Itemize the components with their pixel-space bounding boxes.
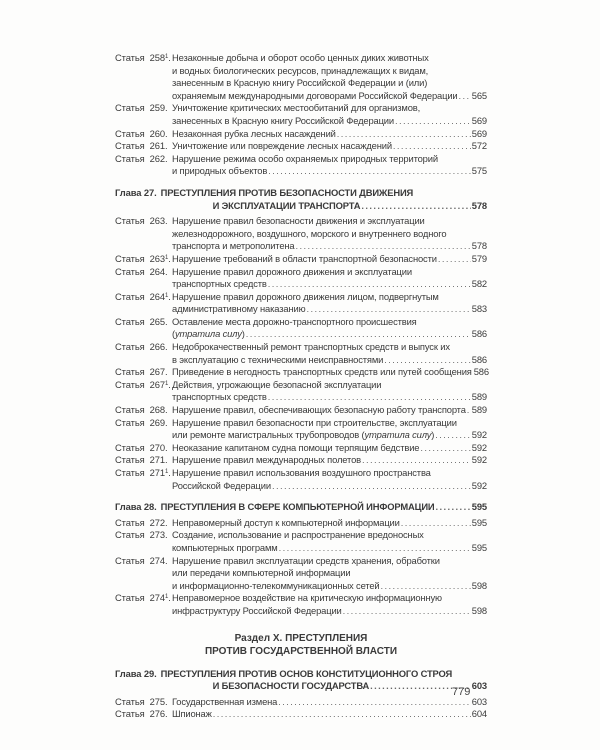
dot-leader: [268, 165, 471, 178]
dot-leader: [381, 580, 471, 593]
section-heading: [115, 632, 487, 658]
entry-title-text: в эксплуатацию с техническими неисправностями: [172, 353, 384, 365]
toc-article[interactable]: [115, 467, 487, 492]
entry-title-text: (утратила силу): [172, 328, 245, 340]
entry-line: [172, 153, 487, 166]
entry-line: [172, 555, 487, 568]
entry-title-text: Нарушение правил использования воздушного пространства: [172, 467, 431, 478]
entry-body: [161, 501, 487, 514]
dot-leader: [438, 253, 471, 266]
entry-line: [172, 215, 487, 228]
superscript: 1: [164, 594, 169, 601]
page-ref[interactable]: 565: [471, 89, 487, 101]
page-ref[interactable]: 592: [471, 454, 487, 466]
page-ref[interactable]: 582: [471, 278, 487, 290]
entry-line: [172, 517, 487, 530]
entry-title-text: и природных объектов: [172, 165, 268, 177]
chapter-label: Глава 27.: [115, 186, 157, 198]
entry-body: [172, 555, 487, 593]
entry-line: [172, 341, 487, 354]
dot-leader: [436, 501, 471, 514]
entry-title-text: Приведение в негодность транспортных средств или путей сообщения: [172, 366, 472, 378]
page-ref[interactable]: 575: [471, 165, 487, 177]
superscript: 1: [164, 469, 169, 475]
entry-line: [172, 165, 487, 178]
entry-line: [172, 102, 487, 115]
page-ref[interactable]: 592: [471, 479, 487, 491]
entry-body: [172, 128, 487, 141]
page-ref[interactable]: 595: [471, 541, 487, 553]
entry-title-text: ПРЕСТУПЛЕНИЯ ПРОТИВ ОСНОВ КОНСТИТУЦИОННОГО СТРОЯ: [160, 667, 453, 679]
entry-line: [172, 77, 487, 90]
entry-line: [172, 454, 487, 467]
entry-body: [172, 529, 487, 554]
entry-body: [172, 153, 487, 178]
article-label: Статья 266.: [115, 341, 168, 353]
page-ref[interactable]: 589: [471, 391, 487, 403]
page-ref[interactable]: 583: [471, 303, 487, 315]
toc-chapter[interactable]: [115, 668, 487, 693]
toc-article[interactable]: [115, 341, 487, 366]
toc-article[interactable]: [115, 102, 487, 127]
entry-line: [172, 303, 487, 316]
entry-body: [172, 417, 487, 442]
entry-line: [161, 668, 487, 681]
entry-line: [172, 65, 487, 78]
toc-article[interactable]: [115, 404, 487, 417]
entry-title-text: транспортных средств: [172, 278, 267, 290]
entry-body: [172, 708, 487, 721]
dot-leader: [393, 140, 471, 153]
article-label: Статья 262.: [115, 152, 168, 164]
entry-line: [172, 379, 487, 392]
entry-body: [172, 442, 487, 455]
toc-article[interactable]: [115, 442, 487, 455]
section-heading-line: Раздел X. ПРЕСТУПЛЕНИЯ: [234, 632, 368, 644]
entry-title-text: Незаконные добыча и оборот особо ценных диких животных: [172, 52, 429, 63]
entry-title-text: занесенных в Красную книгу Российской Федерации: [172, 114, 394, 126]
entry-line: [172, 366, 487, 379]
dot-leader: [268, 391, 471, 404]
entry-body: [172, 366, 487, 379]
entry-title-text: Нарушение правил дорожного движения и эксплуатации: [172, 265, 412, 277]
page-ref[interactable]: 598: [471, 604, 487, 616]
dot-leader: [395, 115, 471, 128]
entry-title-text: И БЕЗОПАСНОСТИ ГОСУДАРСТВА: [212, 680, 370, 692]
entry-title-text: Незаконная рубка лесных насаждений: [172, 127, 336, 139]
page-ref[interactable]: 598: [471, 579, 487, 591]
page-ref[interactable]: 592: [471, 441, 487, 453]
entry-body: [172, 341, 487, 366]
dot-leader: [246, 328, 471, 341]
toc-article[interactable]: [115, 696, 487, 709]
entry-line: [172, 442, 487, 455]
dot-leader: [296, 240, 471, 253]
entry-line: [172, 240, 487, 253]
entry-line: [172, 708, 487, 721]
article-label: Статья $267^1$.: [115, 378, 171, 390]
entry-line: [161, 501, 487, 514]
entry-body: [172, 517, 487, 530]
article-label: Статья $274^1$.: [115, 592, 171, 604]
entry-title-text: Нарушение правил безопасности при строительстве, эксплуатации: [172, 416, 457, 428]
entry-title-text: компьютерных программ: [172, 541, 278, 553]
toc-article[interactable]: [115, 291, 487, 316]
entry-title-text: охраняемым международными договорами Российской Федерации: [172, 89, 458, 101]
entry-body: [161, 668, 487, 693]
article-label: Статья $264^1$.: [115, 290, 171, 302]
entry-body: [172, 215, 487, 253]
entry-title-text: Нарушение требований в области транспортной безопасности: [172, 252, 437, 264]
page-ref[interactable]: 586: [471, 353, 487, 365]
toc-article[interactable]: [115, 253, 487, 266]
entry-title-text: занесенным в Красную книгу Российской Федерации и (или): [172, 77, 428, 89]
dot-leader: [268, 278, 471, 291]
entry-body: [161, 187, 487, 212]
article-label: Статья $263^1$.: [115, 252, 171, 264]
entry-title-text: Неоказание капитаном судна помощи терпящим бедствие: [172, 441, 420, 453]
superscript: 1: [164, 54, 169, 60]
page-ref[interactable]: 604: [471, 708, 487, 720]
entry-body: [172, 316, 487, 341]
entry-line: [172, 696, 487, 709]
entry-body: [172, 404, 487, 417]
entry-title-text: Недоброкачественный ремонт транспортных средств и выпуск их: [172, 341, 450, 353]
article-label: Статья $271^1$.: [115, 467, 171, 478]
entry-title-text: Создание, использование и распространение вредоносных: [172, 529, 424, 541]
article-label: Статья 271.: [115, 454, 168, 466]
dot-leader: [459, 90, 471, 103]
entry-title-text: и информационно-телекоммуникационных сетей: [172, 579, 380, 591]
entry-body: [172, 454, 487, 467]
entry-line: [172, 404, 487, 417]
entry-title-text: Нарушение правил безопасности движения и эксплуатации: [172, 215, 425, 227]
article-label: Статья $258^1$.: [115, 52, 171, 63]
entry-body: [172, 592, 487, 617]
entry-body: [172, 140, 487, 153]
table-of-contents: [115, 52, 487, 721]
page-ref[interactable]: 569: [471, 127, 487, 139]
dot-leader: [213, 708, 471, 721]
article-label: Статья 267.: [115, 366, 168, 378]
page-ref[interactable]: 603: [471, 680, 487, 692]
toc-article[interactable]: [115, 266, 487, 291]
entry-line: [172, 228, 487, 241]
entry-line: [161, 680, 487, 693]
entry-title-text: железнодорожного, воздушного, морского и внутреннего водного: [172, 227, 447, 239]
entry-title-text: Нарушение правил дорожного движения лицом, подвергнутым: [172, 290, 439, 302]
entry-line: [172, 253, 487, 266]
entry-line: [172, 316, 487, 329]
page-ref[interactable]: 572: [471, 140, 487, 152]
chapter-label: Глава 29.: [115, 667, 157, 679]
dot-leader: [306, 303, 470, 316]
entry-title-text: транспорта и метрополитена: [172, 240, 295, 252]
dot-leader: [361, 200, 470, 213]
entry-line: [172, 291, 487, 304]
dot-leader: [337, 128, 471, 141]
entry-line: [172, 580, 487, 593]
entry-title-text: Государственная измена: [172, 695, 278, 707]
entry-line: [172, 328, 487, 341]
entry-body: [172, 102, 487, 127]
toc-article[interactable]: [115, 153, 487, 178]
entry-line: [172, 391, 487, 404]
entry-title-text: Нарушение режима особо охраняемых природных территорий: [172, 152, 438, 164]
entry-line: [172, 52, 487, 65]
entry-line: [172, 429, 487, 442]
page-ref[interactable]: 586: [473, 366, 489, 378]
entry-title-text: Уничтожение критических местообитаний для организмов,: [172, 102, 421, 114]
dot-leader: [420, 442, 470, 455]
entry-title-text: Неправомерный доступ к компьютерной информации: [172, 516, 400, 528]
article-label: Статья 265.: [115, 315, 168, 327]
dot-leader: [435, 429, 471, 442]
toc-article[interactable]: [115, 379, 487, 404]
toc-article[interactable]: [115, 366, 487, 379]
section-heading-line: ПРОТИВ ГОСУДАРСТВЕННОЙ ВЛАСТИ: [204, 645, 398, 657]
entry-line: [172, 592, 487, 605]
entry-title-text: Российской Федерации: [172, 479, 271, 491]
entry-line: [172, 480, 487, 493]
article-label: Статья 274.: [115, 554, 168, 566]
entry-line: [172, 266, 487, 279]
toc-chapter[interactable]: [115, 501, 487, 514]
entry-title-text: административному наказанию: [172, 303, 306, 315]
entry-line: [172, 140, 487, 153]
page-number: 779: [452, 686, 471, 698]
article-label: Статья 270.: [115, 441, 168, 453]
entry-body: [172, 291, 487, 316]
article-label: Статья 272.: [115, 516, 168, 528]
toc-article[interactable]: [115, 215, 487, 253]
entry-body: [172, 253, 487, 266]
toc-article[interactable]: [115, 517, 487, 530]
superscript: 1: [164, 292, 169, 299]
dot-leader: [278, 696, 471, 709]
entry-title-text: и водных биологических ресурсов, принадлежащих к видам,: [172, 64, 429, 76]
entry-body: [172, 52, 487, 102]
entry-title-text: Действия, угрожающие безопасной эксплуатации: [172, 378, 382, 390]
article-label: Статья 260.: [115, 127, 168, 139]
dot-leader: [272, 480, 471, 493]
entry-title-text: ПРЕСТУПЛЕНИЯ ПРОТИВ БЕЗОПАСНОСТИ ДВИЖЕНИЯ: [160, 186, 414, 198]
article-label: Статья 276.: [115, 708, 168, 720]
toc-article[interactable]: [115, 128, 487, 141]
italic-note: утратила силу: [364, 429, 432, 441]
entry-line: [172, 605, 487, 618]
chapter-label: Глава 28.: [115, 501, 157, 513]
entry-line: [172, 90, 487, 103]
toc-article[interactable]: [115, 140, 487, 153]
entry-body: [172, 266, 487, 291]
dot-leader: [467, 404, 471, 417]
dot-leader: [362, 454, 471, 467]
entry-title-text: или передачи компьютерной информации: [172, 567, 351, 579]
entry-title-text: или ремонте магистральных трубопроводов (утратила силу): [172, 429, 435, 441]
article-label: Статья 259.: [115, 102, 168, 114]
entry-line: [172, 354, 487, 367]
page-ref[interactable]: 579: [471, 252, 487, 264]
entry-line: [172, 278, 487, 291]
dot-leader: [279, 542, 471, 555]
article-label: Статья 273.: [115, 529, 168, 541]
article-label: Статья 264.: [115, 265, 168, 277]
italic-note: утратила силу: [174, 328, 242, 340]
entry-title-text: Уничтожение или повреждение лесных насаждений: [172, 140, 392, 152]
entry-title-text: инфраструктуру Российской Федерации: [172, 604, 342, 616]
toc-article[interactable]: [115, 529, 487, 554]
entry-line: [172, 128, 487, 141]
entry-title-text: И ЭКСПЛУАТАЦИИ ТРАНСПОРТА: [212, 199, 361, 211]
page-ref[interactable]: 578: [471, 240, 487, 252]
toc-article[interactable]: [115, 592, 487, 617]
article-label: Статья 268.: [115, 404, 168, 416]
entry-title-text: Неправомерное воздействие на критическую информационную: [172, 592, 442, 604]
entry-line: [172, 567, 487, 580]
entry-title-text: Нарушение правил, обеспечивающих безопасную работу транспорта: [172, 404, 466, 416]
entry-line: [172, 542, 487, 555]
entry-line: [161, 200, 487, 213]
toc-article[interactable]: [115, 708, 487, 721]
superscript: 1: [164, 380, 169, 387]
dot-leader: [384, 354, 471, 367]
entry-line: [172, 529, 487, 542]
entry-title-text: Шпионаж: [172, 708, 212, 720]
article-label: Статья 261.: [115, 140, 168, 152]
article-label: Статья 263.: [115, 215, 168, 227]
toc-article[interactable]: [115, 417, 487, 442]
dot-leader: [401, 517, 471, 530]
entry-body: [172, 467, 487, 492]
toc-article[interactable]: [115, 316, 487, 341]
entry-title-text: Оставление места дорожно-транспортного происшествия: [172, 315, 417, 327]
entry-title-text: транспортных средств: [172, 391, 267, 403]
article-label: Статья 269.: [115, 416, 168, 428]
entry-line: [172, 115, 487, 128]
page-ref[interactable]: 595: [471, 516, 487, 528]
page-ref[interactable]: 569: [471, 114, 487, 126]
entry-title-text: Нарушение правил эксплуатации средств хранения, обработки: [172, 554, 440, 566]
entry-line: [172, 467, 487, 480]
toc-chapter[interactable]: [115, 187, 487, 212]
entry-body: [172, 379, 487, 404]
entry-body: [172, 696, 487, 709]
dot-leader: [343, 605, 471, 618]
page-ref[interactable]: 603: [471, 695, 487, 707]
toc-article[interactable]: [115, 555, 487, 593]
toc-article[interactable]: [115, 454, 487, 467]
entry-title-text: Нарушение правил международных полетов: [172, 454, 361, 466]
superscript: 1: [164, 254, 169, 261]
entry-title-text: ПРЕСТУПЛЕНИЯ В СФЕРЕ КОМПЬЮТЕРНОЙ ИНФОРМАЦИИ: [160, 501, 435, 513]
page-ref[interactable]: 589: [471, 404, 487, 416]
article-label: Статья 275.: [115, 695, 168, 707]
entry-line: [172, 417, 487, 430]
page-ref[interactable]: 595: [471, 501, 487, 513]
page-ref[interactable]: 592: [471, 429, 487, 441]
page-ref[interactable]: 586: [471, 328, 487, 340]
entry-line: [161, 187, 487, 200]
page-ref[interactable]: 578: [471, 199, 487, 211]
toc-article[interactable]: [115, 52, 487, 102]
